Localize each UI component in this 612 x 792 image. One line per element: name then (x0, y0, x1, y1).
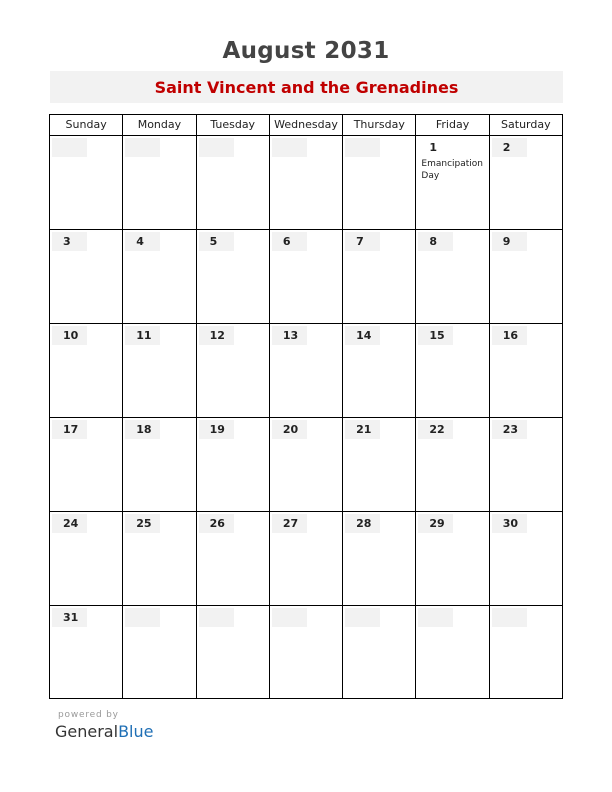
day-cell (269, 606, 342, 699)
day-number: 17 (52, 420, 87, 439)
weekday-header: Thursday (342, 115, 415, 135)
day-cell (415, 418, 488, 511)
day-number: 13 (272, 326, 307, 345)
day-cell (269, 512, 342, 605)
day-number (492, 608, 527, 627)
day-number: 15 (418, 326, 453, 345)
day-cell (50, 512, 122, 605)
day-cell (269, 418, 342, 511)
day-number: 19 (199, 420, 234, 439)
day-cell (122, 230, 195, 323)
day-number (125, 608, 160, 627)
day-cell (269, 230, 342, 323)
week-row (50, 230, 562, 324)
day-cell (415, 136, 488, 229)
day-cell (342, 418, 415, 511)
day-cell (342, 606, 415, 699)
day-number: 24 (52, 514, 87, 533)
day-number: 7 (345, 232, 380, 251)
brand-general: General (55, 722, 119, 741)
day-cell (50, 324, 122, 417)
weekday-header-row (50, 115, 562, 136)
week-row (50, 136, 562, 230)
day-cell (50, 136, 122, 229)
country-name: Saint Vincent and the Grenadines (154, 77, 459, 97)
day-cell (415, 512, 488, 605)
day-cell (489, 324, 562, 417)
day-cell (342, 136, 415, 229)
day-cell (415, 230, 488, 323)
day-cell (342, 230, 415, 323)
week-row (50, 418, 562, 512)
day-cell (50, 230, 122, 323)
country-banner (50, 71, 563, 103)
day-number: 12 (199, 326, 234, 345)
day-number (199, 138, 234, 157)
day-cell (50, 418, 122, 511)
day-cell (122, 136, 195, 229)
day-number: 31 (52, 608, 87, 627)
day-cell (489, 512, 562, 605)
weeks-container (50, 136, 562, 699)
week-row (50, 606, 562, 699)
day-cell (489, 606, 562, 699)
week-row (50, 512, 562, 606)
day-number: 23 (492, 420, 527, 439)
day-cell (489, 230, 562, 323)
day-number: 22 (418, 420, 453, 439)
day-number (418, 608, 453, 627)
day-number (345, 608, 380, 627)
day-cell (415, 324, 488, 417)
day-cell (342, 324, 415, 417)
day-number: 16 (492, 326, 527, 345)
brand-blue: Blue (118, 722, 154, 741)
day-cell (196, 230, 269, 323)
day-number (345, 138, 380, 157)
day-number: 8 (418, 232, 453, 251)
day-cell (415, 606, 488, 699)
day-cell (122, 418, 195, 511)
day-cell (122, 512, 195, 605)
day-number: 18 (125, 420, 160, 439)
weekday-header: Friday (415, 115, 488, 135)
weekday-header: Monday (122, 115, 195, 135)
day-number: 6 (272, 232, 307, 251)
day-cell (122, 606, 195, 699)
day-number: 2 (492, 138, 527, 157)
day-number: 20 (272, 420, 307, 439)
weekday-header: Tuesday (196, 115, 269, 135)
page-title: August 2031 (222, 38, 390, 64)
week-row (50, 324, 562, 418)
day-number: 28 (345, 514, 380, 533)
day-number (199, 608, 234, 627)
day-cell (50, 606, 122, 699)
day-number: 11 (125, 326, 160, 345)
day-number: 29 (418, 514, 453, 533)
day-cell (196, 418, 269, 511)
day-cell (196, 606, 269, 699)
day-number: 3 (52, 232, 87, 251)
day-cell (196, 512, 269, 605)
day-number (272, 608, 307, 627)
day-number: 5 (199, 232, 234, 251)
calendar-grid (49, 114, 563, 699)
day-cell (342, 512, 415, 605)
weekday-header: Wednesday (269, 115, 342, 135)
day-number (125, 138, 160, 157)
powered-by-label: powered by (58, 710, 119, 720)
holiday-label: Emancipation Day (421, 159, 483, 181)
day-number: 30 (492, 514, 527, 533)
weekday-header: Sunday (65, 118, 107, 131)
day-cell (269, 324, 342, 417)
day-number: 14 (345, 326, 380, 345)
day-cell (489, 418, 562, 511)
day-cell (196, 324, 269, 417)
day-number: 26 (199, 514, 234, 533)
day-cell (196, 136, 269, 229)
day-number: 27 (272, 514, 307, 533)
day-number: 9 (492, 232, 527, 251)
day-number: 4 (125, 232, 160, 251)
day-cell (489, 136, 562, 229)
generalblue-logo (55, 722, 153, 741)
day-number: 10 (52, 326, 87, 345)
weekday-header: Saturday (489, 115, 562, 135)
day-number (272, 138, 307, 157)
day-number: 21 (345, 420, 380, 439)
day-number: 25 (125, 514, 160, 533)
day-cell (269, 136, 342, 229)
day-number (52, 138, 87, 157)
day-cell (122, 324, 195, 417)
day-number: 1 (418, 138, 453, 157)
